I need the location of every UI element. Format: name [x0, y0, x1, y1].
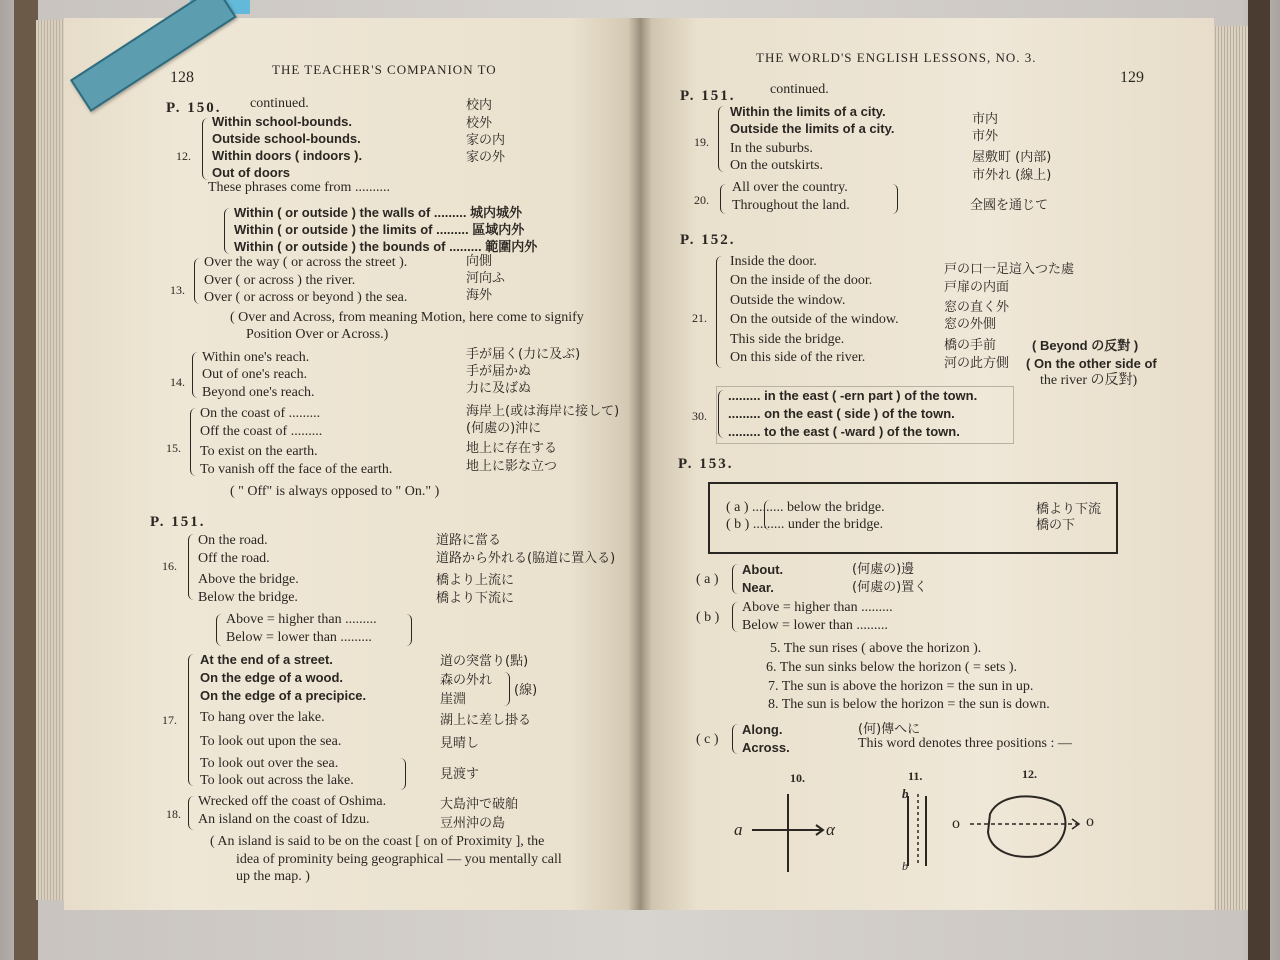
translation: 手が届かぬ — [466, 364, 532, 379]
translation: 屋敷町 (内部) — [972, 150, 1052, 165]
translation: 橋より下流に — [436, 591, 515, 606]
brace — [732, 564, 738, 594]
section-heading-p150: P. 150. — [166, 100, 222, 116]
translation: 森の外れ — [440, 673, 493, 688]
phrase: Over the way ( or across the street ). — [204, 255, 408, 270]
translation: 海外 — [466, 288, 493, 303]
translation: 地上に影な立つ — [466, 459, 558, 474]
translation: 橋の下 — [1036, 518, 1076, 533]
translation: 地上に存在する — [466, 441, 558, 456]
translation: 豆州沖の島 — [440, 816, 506, 831]
brace — [216, 614, 222, 646]
right-running-head: THE WORLD'S ENGLISH LESSONS, NO. 3. — [756, 50, 1037, 65]
phrase: On the edge of a wood. — [200, 670, 343, 685]
brace — [188, 534, 195, 600]
item-number: 20. — [694, 193, 709, 207]
phrase: To look out over the sea. — [200, 756, 339, 771]
brace — [188, 654, 195, 786]
translation: (線) — [514, 683, 538, 698]
translation: 戸扉の内面 — [944, 280, 1010, 295]
phrase: ......... to the east ( -ward ) of the town. — [728, 424, 960, 439]
example-line: 5. The sun rises ( above the horizon ). — [770, 641, 982, 656]
phrase: Out of doors — [212, 165, 290, 180]
phrase: On the outskirts. — [730, 158, 823, 173]
translation: 市外 — [972, 129, 999, 144]
figure-number: 11. — [908, 769, 923, 783]
phrase: Within ( or outside ) the limits of ......... 區域内外 — [234, 222, 525, 237]
phrase: Outside school-bounds. — [212, 131, 361, 146]
phrase: All over the country. — [732, 180, 848, 195]
translation: 道路に當る — [436, 533, 502, 548]
brace — [892, 184, 898, 214]
translation: 湖上に差し掛る — [440, 713, 532, 728]
left-page-number: 128 — [170, 69, 194, 86]
phrase: ......... in the east ( -ern part ) of the town. — [728, 388, 978, 403]
phrase: Off the coast of ......... — [200, 424, 323, 439]
left-running-head: THE TEACHER'S COMPANION TO — [272, 62, 497, 77]
note: up the map. ) — [236, 869, 310, 884]
item-number: 19. — [694, 135, 709, 149]
brace — [400, 758, 406, 790]
phrase: ( a ) ......... below the bridge. — [726, 500, 885, 515]
right-page-number: 129 — [1120, 69, 1144, 86]
translation: 大島沖で破舶 — [440, 797, 519, 812]
translation: 橋の手前 — [944, 338, 997, 353]
section-heading-p151: P. 151. — [150, 514, 206, 530]
example-line: 7. The sun is above the horizon = the sun in up. — [768, 679, 1034, 694]
phrase: An island on the coast of Idzu. — [198, 812, 370, 827]
item-label: ( b ) — [696, 610, 720, 625]
phrase: To exist on the earth. — [200, 444, 318, 459]
brace — [190, 408, 197, 476]
figure-number: 10. — [790, 771, 805, 785]
phrase: Outside the window. — [730, 293, 846, 308]
section-heading-p151-cont: P. 151. — [680, 88, 736, 104]
item-number: 17. — [162, 713, 177, 727]
translation: 校外 — [466, 116, 493, 131]
book-gutter — [628, 18, 652, 910]
translation: 市外れ (線上) — [972, 168, 1052, 183]
phrase: About. — [742, 562, 784, 577]
phrase: Within the limits of a city. — [730, 104, 886, 119]
phrase: Throughout the land. — [732, 198, 850, 213]
translation: 見渡す — [440, 767, 480, 782]
translation: 道の突當り(點) — [440, 654, 529, 669]
brace — [224, 208, 231, 254]
text-line: These phrases come from .......... — [208, 180, 390, 195]
note: ( Beyond の反對 ) — [1032, 338, 1139, 353]
translation: (何處の)邊 — [852, 562, 915, 577]
brace — [406, 614, 412, 646]
item-number: 30. — [692, 409, 707, 423]
phrase: Out of one's reach. — [202, 367, 308, 382]
item-number: 16. — [162, 559, 177, 573]
item-number: 15. — [166, 441, 181, 455]
definition: Above = higher than ......... — [742, 600, 893, 615]
phrase: To hang over the lake. — [200, 710, 325, 725]
phrase: On the inside of the door. — [730, 273, 873, 288]
translation: 橋より下流 — [1036, 502, 1102, 517]
translation: 家の外 — [466, 150, 506, 165]
item-number: 21. — [692, 311, 707, 325]
item-label: ( c ) — [696, 732, 719, 747]
note: ( An island is said to be on the coast [ on of Proximity ], the — [210, 834, 545, 849]
brace — [732, 602, 738, 632]
phrase: Within doors ( indoors ). — [212, 148, 363, 163]
figure-12-diagram — [960, 784, 1100, 864]
translation: 河の此方側 — [944, 356, 1010, 371]
brace — [194, 258, 201, 304]
phrase: Over ( or across ) the river. — [204, 273, 356, 288]
section-subheading: continued. — [250, 96, 309, 111]
phrase: To look out upon the sea. — [200, 734, 342, 749]
section-heading-p153: P. 153. — [678, 456, 734, 472]
translation: 家の内 — [466, 133, 506, 148]
phrase: ( b ) ......... under the bridge. — [726, 517, 884, 532]
brace — [716, 256, 723, 368]
translation: 橋より上流に — [436, 573, 515, 588]
phrase: Above the bridge. — [198, 572, 299, 587]
phrase: To vanish off the face of the earth. — [200, 462, 393, 477]
phrase: ......... on the east ( side ) of the town. — [728, 406, 955, 421]
phrase: On the edge of a precipice. — [200, 688, 367, 703]
section-subheading: continued. — [770, 82, 829, 97]
translation: 道路から外れる(脇道に置入る) — [436, 551, 616, 566]
phrase: To look out across the lake. — [200, 773, 354, 788]
phrase: Near. — [742, 580, 774, 595]
phrase: Within ( or outside ) the bounds of ......... 範圍内外 — [234, 239, 538, 254]
translation: 窓の外側 — [944, 317, 997, 332]
translation: 崖淵 — [440, 692, 467, 707]
figure-label: o — [952, 815, 960, 832]
figure-label: α — [826, 820, 835, 839]
phrase: On the coast of ......... — [200, 406, 321, 421]
translation: (何處の)置く — [852, 580, 928, 595]
brace — [202, 118, 209, 180]
figure-label: o — [1086, 813, 1094, 830]
phrase: In the suburbs. — [730, 141, 813, 156]
section-heading-p152: P. 152. — [680, 232, 736, 248]
figure-label: b — [902, 859, 908, 873]
example-line: 8. The sun is below the horizon = the sun is down. — [768, 697, 1050, 712]
brace — [188, 796, 194, 830]
translation: (何)傳へに — [858, 722, 921, 737]
item-number: 13. — [170, 283, 185, 297]
translation: 窓の直く外 — [944, 300, 1010, 315]
left-cover-edge — [14, 0, 38, 960]
text-line: This word denotes three positions : — — [858, 736, 1072, 751]
item-number: 18. — [166, 807, 181, 821]
definition: Below = lower than ......... — [742, 618, 888, 633]
brace — [192, 352, 199, 398]
figure-label: a — [734, 820, 743, 839]
translation: 向側 — [466, 254, 493, 269]
translation: 市内 — [972, 112, 999, 127]
note: idea of prominity being geographical — you mentally call — [236, 852, 562, 867]
phrase: Wrecked off the coast of Oshima. — [198, 794, 387, 809]
phrase: Within school-bounds. — [212, 114, 352, 129]
phrase: Across. — [742, 740, 790, 755]
item-number: 14. — [170, 375, 185, 389]
phrase: On the outside of the window. — [730, 312, 899, 327]
phrase: Within ( or outside ) the walls of ......... 城内城外 — [234, 205, 523, 220]
brace — [720, 184, 726, 214]
phrase: Inside the door. — [730, 254, 817, 269]
translation: 河向ふ — [466, 271, 506, 286]
figure-number: 12. — [1022, 767, 1037, 781]
note: ( On the other side of — [1026, 356, 1157, 371]
translation: 見晴し — [440, 736, 480, 751]
note: ( " Off" is always opposed to " On." ) — [230, 484, 440, 499]
translation: 力に及ばぬ — [466, 381, 532, 396]
right-cover-edge — [1248, 0, 1270, 960]
phrase: Outside the limits of a city. — [730, 121, 895, 136]
phrase: This side the bridge. — [730, 332, 845, 347]
phrase: Below the bridge. — [198, 590, 298, 605]
note: the river の反對) — [1040, 373, 1138, 388]
phrase: At the end of a street. — [200, 652, 333, 667]
brace — [732, 724, 738, 754]
example-line: 6. The sun sinks below the horizon ( = sets ). — [766, 660, 1018, 675]
brace — [718, 106, 725, 172]
phrase: On the road. — [198, 533, 268, 548]
phrase: Over ( or across or beyond ) the sea. — [204, 290, 408, 305]
translation: 全國を通じて — [970, 198, 1049, 213]
item-label: ( a ) — [696, 572, 719, 587]
phrase: Beyond one's reach. — [202, 385, 315, 400]
phrase: Along. — [742, 722, 783, 737]
definition: Below = lower than ......... — [226, 630, 372, 645]
definition: Above = higher than ......... — [226, 612, 377, 627]
item-number: 12. — [176, 149, 191, 163]
brace — [718, 390, 724, 438]
translation: 手が届く(力に及ぶ) — [466, 347, 581, 362]
phrase: Within one's reach. — [202, 350, 310, 365]
note: Position Over or Across.) — [246, 327, 389, 342]
translation: 海岸上(或は海岸に接して) — [466, 404, 620, 419]
figure-label: b — [902, 786, 909, 801]
right-page-edges — [1210, 26, 1248, 910]
phrase: On this side of the river. — [730, 350, 866, 365]
translation: (何處の)沖に — [466, 421, 542, 436]
translation: 戸の口一足這入つた處 — [944, 262, 1075, 277]
brace — [504, 672, 510, 706]
phrase: Off the road. — [198, 551, 270, 566]
translation: 校内 — [466, 98, 493, 113]
note: ( Over and Across, from meaning Motion, here come to signify — [230, 310, 584, 325]
